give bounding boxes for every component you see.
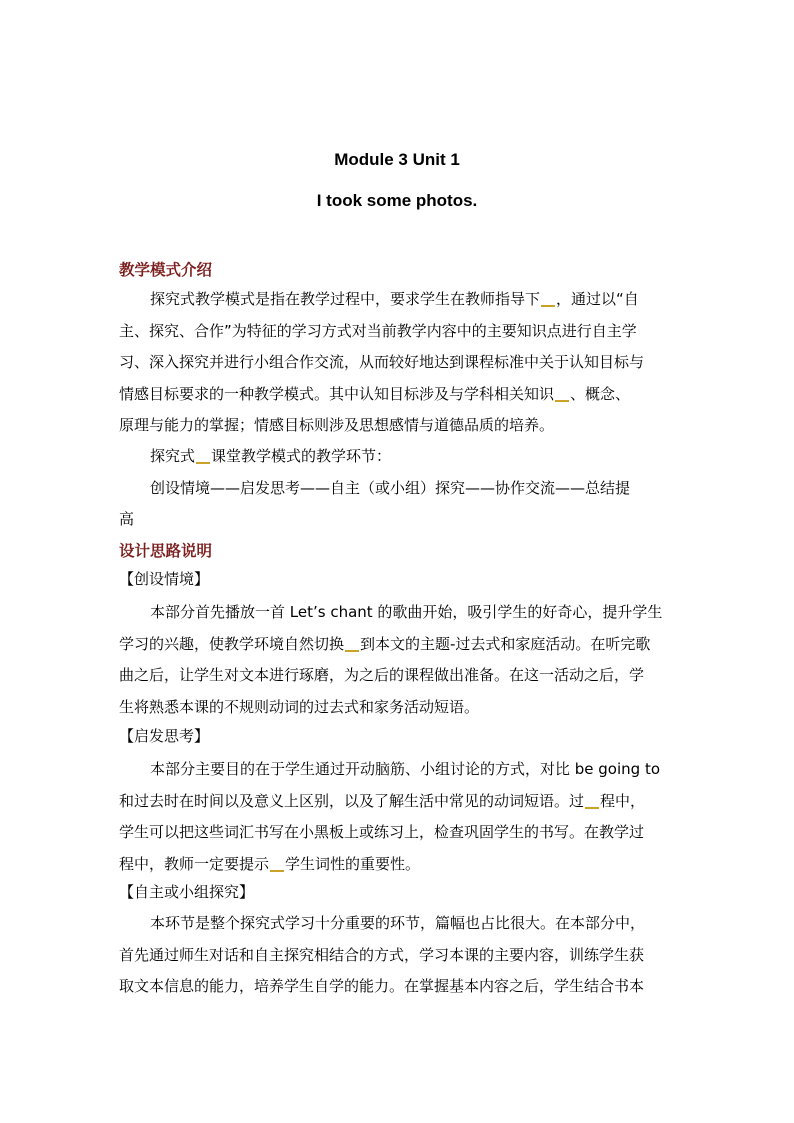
text-line: 本环节是整个探究式学习十分重要的环节，篇幅也占比很大。在本部分中，	[150, 914, 646, 932]
edit-mark	[541, 305, 555, 307]
edit-mark	[585, 807, 599, 809]
text-line: 取文本信息的能力，培养学生自学的能力。在掌握基本内容之后，学生结合书本	[119, 977, 645, 995]
text-line: 原理与能力的掌握；情感目标则涉及思想感情与道德品质的培养。	[119, 416, 555, 434]
document-subtitle: I took some photos.	[316, 191, 478, 210]
edit-mark	[270, 870, 284, 872]
paragraph-create-situation	[119, 597, 679, 723]
paragraph-independent-exploration	[119, 908, 679, 1003]
paragraph-teaching-mode-intro	[119, 284, 679, 442]
text-line: 创设情境——启发思考——自主（或小组）探究——协作交流——总结提	[150, 478, 631, 497]
document-title: Module 3 Unit 1	[334, 150, 460, 169]
text-line: 本部分首先播放一首 Let’s chant 的歌曲开始，吸引学生的好奇心，提升学生	[150, 603, 663, 621]
text-line: 习、深入探究并进行小组合作交流，从而较好地达到课程标准中关于认知目标与	[119, 353, 645, 371]
subheading-create-situation: 【创设情境】	[119, 570, 210, 588]
edit-mark	[196, 462, 210, 464]
text-line: 情感目标要求的一种教学模式。其中认知目标涉及与学科相关知识 、概念、	[119, 384, 631, 403]
section-heading-teaching-mode: 教学模式介绍	[119, 261, 213, 279]
text-line: 和过去时在时间以及意义上区别，以及了解生活中常见的动词短语。过 程中，	[119, 791, 646, 810]
subheading-independent-exploration: 【自主或小组探究】	[119, 883, 255, 901]
text-line: 高	[119, 510, 135, 528]
text-line: 曲之后，让学生对文本进行琢磨，为之后的课程做出准备。在这一活动之后，学	[119, 666, 645, 684]
subheading-inspire-thinking: 【启发思考】	[119, 727, 210, 745]
text-line: 学生可以把这些词汇书写在小黑板上或练习上，检查巩固学生的书写。在教学过	[119, 823, 645, 841]
text-line: 学习的兴趣，使教学环境自然切换 到本文的主题-过去式和家庭活动。在听完歌	[119, 634, 651, 653]
text-line: 探究式教学模式是指在教学过程中，要求学生在教师指导下 ，通过以“自	[150, 290, 639, 308]
text-line: 探究式 课堂教学模式的教学环节：	[150, 447, 392, 465]
edit-mark	[345, 650, 359, 652]
paragraph-teaching-steps	[119, 441, 679, 536]
text-line: 首先通过师生对话和自主探究相结合的方式，学习本课的主要内容，训练学生获	[119, 945, 645, 964]
section-heading-design-notes: 设计思路说明	[119, 542, 213, 560]
paragraph-inspire-thinking	[119, 754, 679, 880]
text-line: 程中，教师一定要提示 学生词性的重要性。	[119, 854, 421, 873]
text-line: 生将熟悉本课的不规则动词的过去式和家务活动短语。	[119, 697, 480, 716]
edit-mark	[555, 400, 569, 402]
text-line: 主、探究、合作”为特征的学习方式对当前教学内容中的主要知识点进行自主学	[119, 321, 637, 340]
text-line: 本部分主要目的在于学生通过开动脑筋、小组讨论的方式，对比 be going to	[150, 760, 661, 778]
